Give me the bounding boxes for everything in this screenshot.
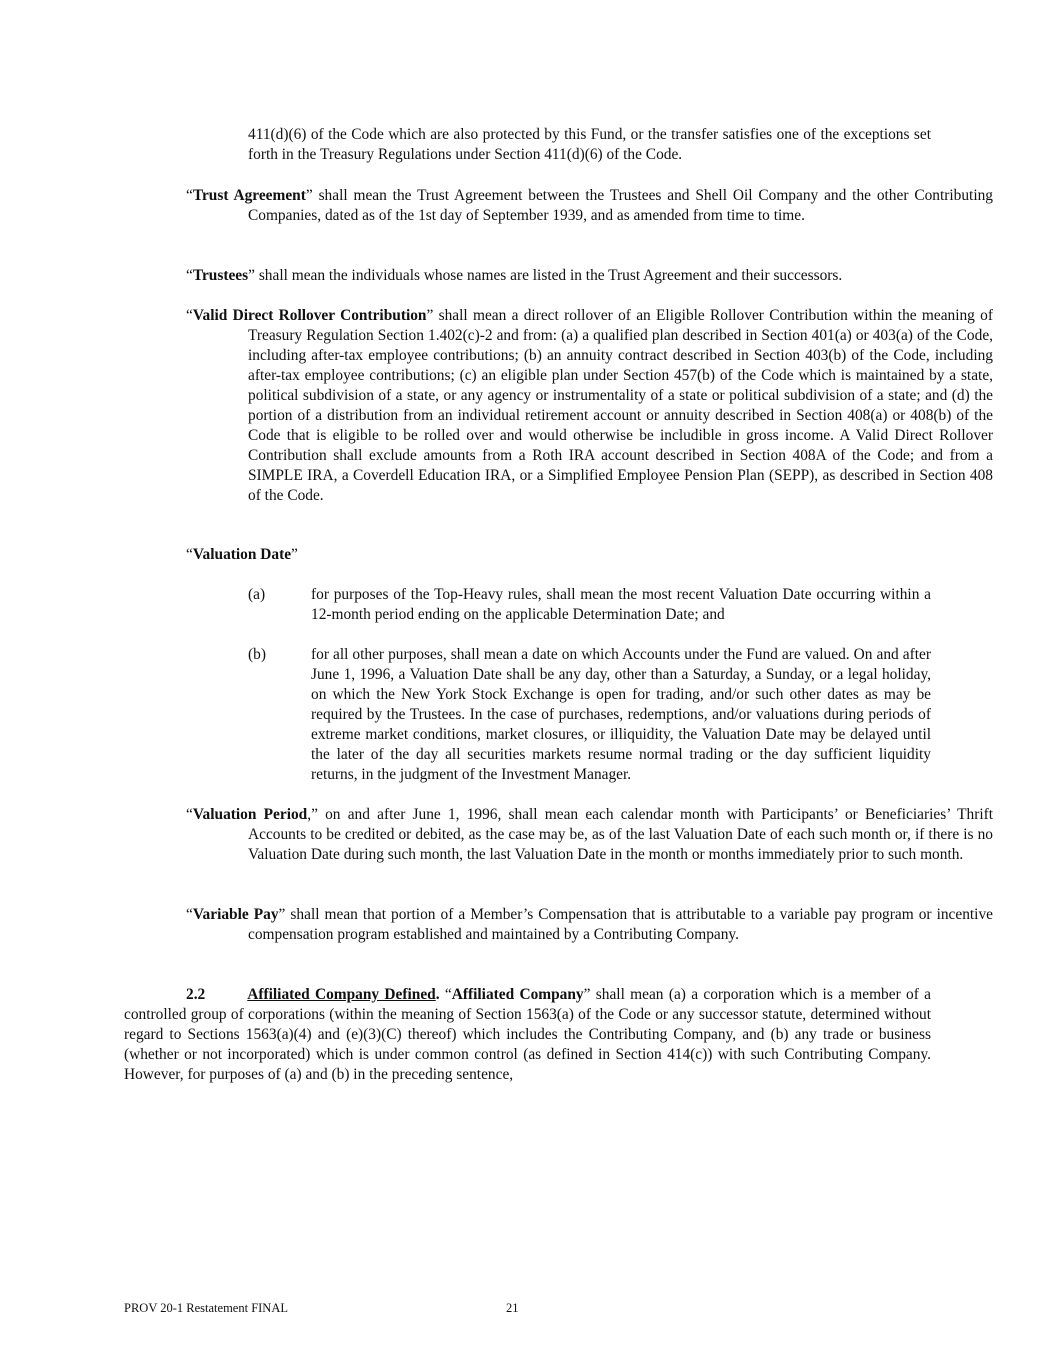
definition-text: shall mean a direct rollover of an Eligible Rollover Contribution within the meaning of Treasury Regulation Section 1.402(c)-2 and from: (a) a qualified plan described in Section 401(a) or 403(a) of the Code, including after-tax employee contributions; (b) an annuity contract described in Section 403(b) of the Code, including after-tax employee contributions; (c) an eligible plan under Section 457(b) of the Code which is maintained by a state, political subdivision of a state, or any agency or instrumentality of a state or political subdivision of a state; and (d) the portion of a distribution from an individual retirement account or annuity described in Section 408(a) or 408(b) of the Code that is eligible to be rolled over and would otherwise be includible in gross income. A Valid Direct Rollover Contribution shall exclude amounts from a Roth IRA account described in Section 408A of the Code; and from a SIMPLE IRA, a Coverdell Education IRA, or a Simplified Employee Pension Plan (SEPP), as described in Section 408 of the Code. (248, 307, 993, 504)
definition-valuation-period: “Valuation Period,” on and after June 1, 1996, shall mean each calendar month with Participants’ or Beneficiaries’ Thrift Accounts to be credited or debited, as the case may be, as of the last Valuation Date of each such month or, if there is no Valuation Date during such month, the last Valuation Date in the month or months immediately prior to such month. (186, 806, 993, 863)
definition-text: shall mean the individuals whose names are listed in the Trust Agreement and their successors. (258, 267, 843, 284)
definition-term: Trust Agreement (192, 187, 306, 204)
item-label: (a) (248, 586, 266, 603)
definition-term: Trustees (192, 267, 249, 284)
definition-trust-agreement: “Trust Agreement” shall mean the Trust Agreement between the Trustees and Shell Oil Company and the other Contributing Companies, dated as of the 1st day of September 1939, and as amended from time to time. (186, 187, 993, 224)
definition-term: Valuation Date (192, 546, 292, 563)
footer-document-name: PROV 20-1 Restatement FINAL (124, 1301, 288, 1315)
definition-variable-pay: “Variable Pay” shall mean that portion of a Member’s Compensation that is attributable to a variable pay program or incentive compensation program established and maintained by a Contributing Company. (186, 906, 993, 943)
definition-term: Valid Direct Rollover Contribution (192, 307, 427, 324)
section-number: 2.2 (186, 986, 206, 1003)
section-text: shall mean (a) a corporation which is a member of a controlled group of corporations (within the meaning of Section 1563(a) of the Code or any successor statute, determined without regard to Sections 1563(a)(4) and (e)(3)(C) thereof) which includes the Contributing Company, and (b) any trade or business (whether or not incorporated) which is under common control (as defined in Section 414(c)) with such Contributing Company. However, for purposes of (a) and (b) in the preceding sentence, (124, 986, 931, 1083)
definition-valid-direct-rollover: “Valid Direct Rollover Contribution” shall mean a direct rollover of an Eligible Rollover Contribution within the meaning of Treasury Regulation Section 1.402(c)-2 and from: (a) a qualified plan described in Section 401(a) or 403(a) of the Code, including after-tax employee contributions; (b) an annuity contract described in Section 403(b) of the Code, including after-tax employee contributions; (c) an eligible plan under Section 457(b) of the Code which is maintained by a state, political subdivision of a state, or any agency or instrumentality of a state or political subdivision of a state; and (d) the portion of a distribution from an individual retirement account or annuity described in Section 408(a) or 408(b) of the Code that is eligible to be rolled over and would otherwise be includible in gross income. A Valid Direct Rollover Contribution shall exclude amounts from a Roth IRA account described in Section 408A of the Code; and from a SIMPLE IRA, a Coverdell Education IRA, or a Simplified Employee Pension Plan (SEPP), as described in Section 408 of the Code. (186, 307, 993, 504)
section-term: Affiliated Company (451, 986, 584, 1003)
definition-text: ,” on and after June 1, 1996, shall mean each calendar month with Participants’ or Beneficiaries’ Thrift Accounts to be credited or debited, as the case may be, as of the last Valuation Date of each such month or, if there is no Valuation Date during such month, the last Valuation Date in the month or months immediately prior to such month. (248, 806, 993, 863)
section-title: Affiliated Company Defined (247, 986, 436, 1003)
item-text: for purposes of the Top-Heavy rules, shall mean the most recent Valuation Date occurring within a 12-month period ending on the applicable Determination Date; and (311, 586, 931, 623)
definition-text: shall mean that portion of a Member’s Compensation that is attributable to a variable pay program or incentive compensation program established and maintained by a Contributing Company. (248, 906, 993, 943)
definition-term: Variable Pay (192, 906, 279, 923)
item-label: (b) (248, 646, 266, 663)
section-2-2: 2.2 Affiliated Company Defined. “Affiliated Company” shall mean (a) a corporation which is a member of a controlled group of corporations (within the meaning of Section 1563(a) of the Code or any successor statute, determined without regard to Sections 1563(a)(4) and (e)(3)(C) thereof) which includes the Contributing Company, and (b) any trade or business (whether or not incorporated) which is under common control (as defined in Section 414(c)) with such Contributing Company. However, for purposes of (a) and (b) in the preceding sentence, (124, 986, 931, 1083)
definition-valuation-date: “Valuation Date” (186, 546, 298, 563)
definition-text: shall mean the Trust Agreement between the Trustees and Shell Oil Company and the other Contributing Companies, dated as of the 1st day of September 1939, and as amended from time to time. (248, 187, 993, 224)
valuation-date-item-b (248, 645, 931, 785)
item-text: for all other purposes, shall mean a date on which Accounts under the Fund are valued. On and after June 1, 1996, a Valuation Date shall be any day, other than a Saturday, a Sunday, or a legal holiday, on which the New York Stock Exchange is open for trading, and/or such other dates as may be required by the Trustees. In the case of purchases, redemptions, and/or valuations during periods of extreme market conditions, market closures, or illiquidity, the Valuation Date may be delayed until the later of the day all securities markets resume normal trading or the day sufficient liquidity returns, in the judgment of the Investment Manager. (311, 646, 931, 783)
definition-trustees: “Trustees” shall mean the individuals whose names are listed in the Trust Agreement and their successors. (186, 267, 843, 284)
continuation-paragraph: 411(d)(6) of the Code which are also protected by this Fund, or the transfer satisfies one of the exceptions set forth in the Treasury Regulations under Section 411(d)(6) of the Code. (248, 126, 931, 163)
footer-page-number: 21 (506, 1301, 519, 1315)
valuation-date-item-a (248, 585, 931, 625)
definition-term: Valuation Period (192, 806, 308, 823)
